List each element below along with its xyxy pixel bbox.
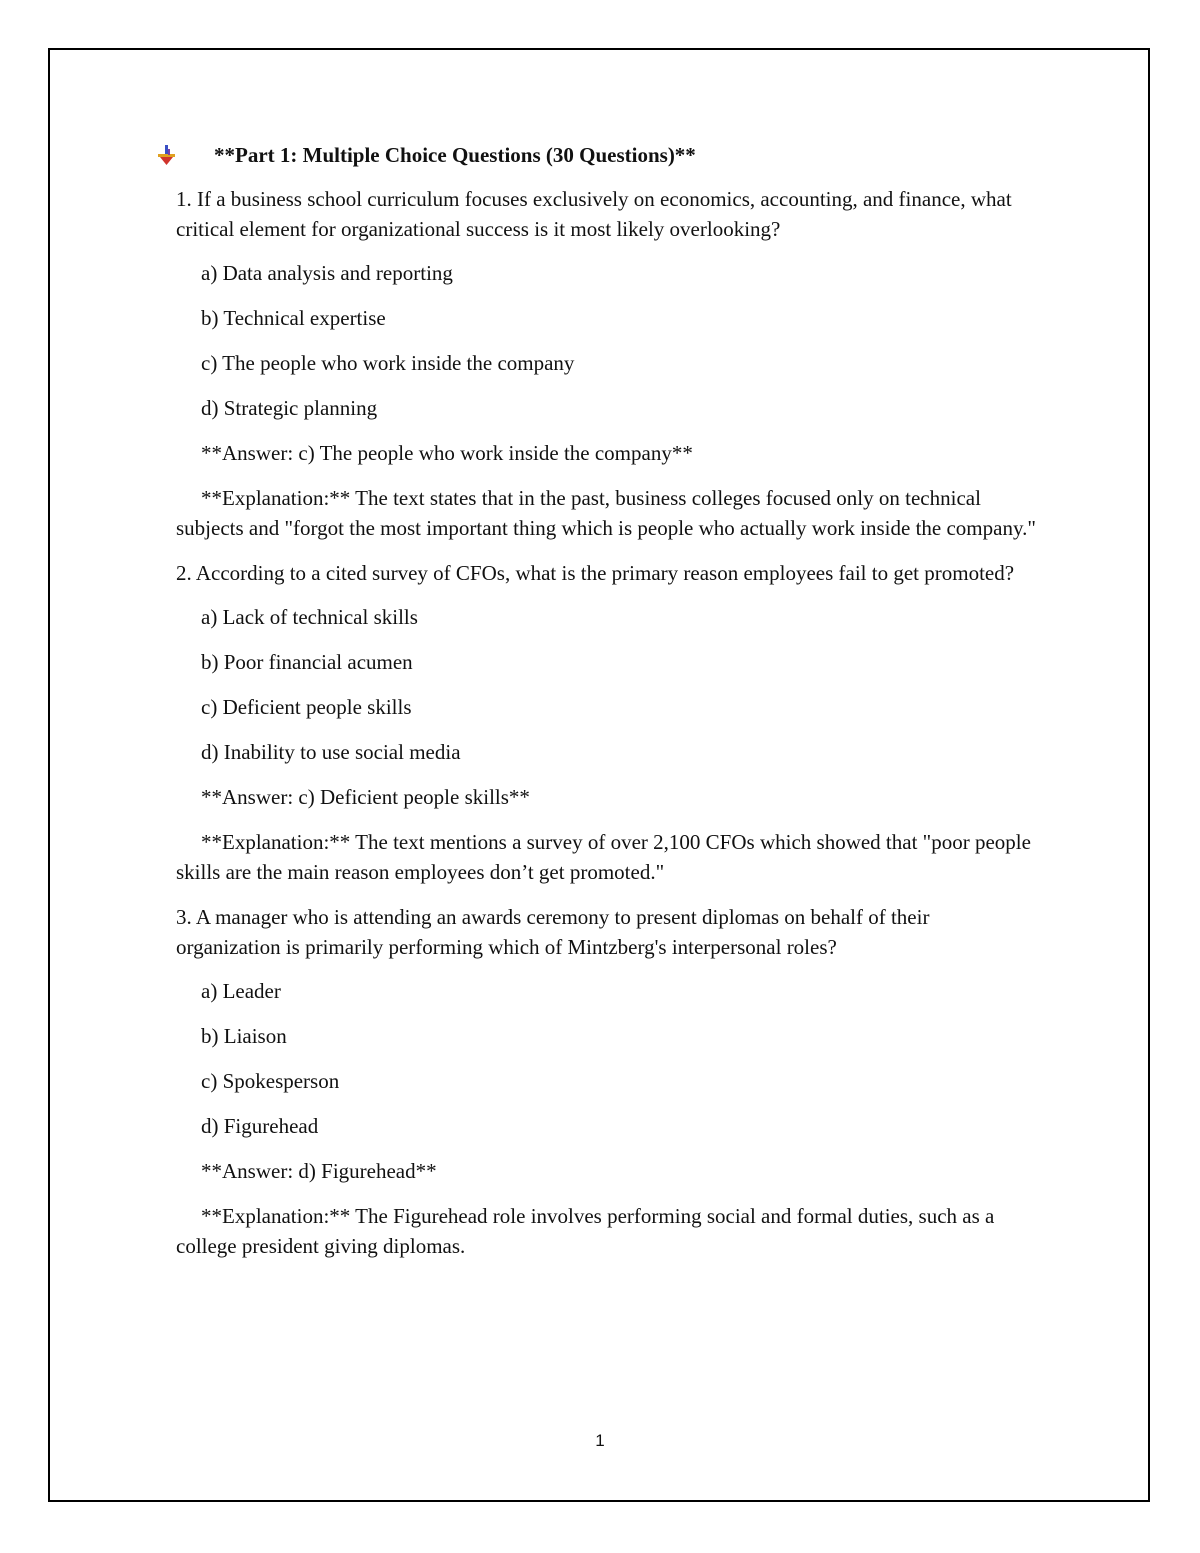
answer-option: a) Data analysis and reporting <box>201 261 453 285</box>
question-1 <box>176 184 1036 543</box>
page-number: 1 <box>595 1431 605 1450</box>
document-body <box>176 140 1036 1276</box>
answer-option: c) Deficient people skills <box>201 695 412 719</box>
question-prompt: 3. A manager who is attending an awards ceremony to present diplomas on behalf of their organization is primarily performing which of Mintzberg's interpersonal roles? <box>176 905 930 959</box>
answer-option: c) Spokesperson <box>201 1069 340 1093</box>
answer-option: d) Figurehead <box>201 1114 319 1138</box>
section-heading <box>176 140 1036 170</box>
answer-option: b) Technical expertise <box>201 306 386 330</box>
question-prompt: 1. If a business school curriculum focuses exclusively on economics, accounting, and finance, what critical element for organizational success is it most likely overlooking? <box>176 187 1012 241</box>
answer-option: c) The people who work inside the company <box>201 351 575 375</box>
answer-option: b) Poor financial acumen <box>201 650 413 674</box>
question-3 <box>176 902 1036 1261</box>
answer-option: a) Lack of technical skills <box>201 605 418 629</box>
answer-option: d) Inability to use social media <box>201 740 461 764</box>
arrow-bullet-icon <box>156 144 178 166</box>
answer-explanation: **Explanation:** The text mentions a survey of over 2,100 CFOs which showed that "poor people skills are the main reason employees don’t get promoted." <box>176 830 1031 884</box>
question-2 <box>176 558 1036 887</box>
section-heading-text: **Part 1: Multiple Choice Questions (30 Questions)** <box>214 143 696 167</box>
answer-option: a) Leader <box>201 979 281 1003</box>
question-prompt: 2. According to a cited survey of CFOs, what is the primary reason employees fail to get promoted? <box>176 561 1015 585</box>
answer-option: d) Strategic planning <box>201 396 378 420</box>
answer-option: b) Liaison <box>201 1024 287 1048</box>
correct-answer: **Answer: c) The people who work inside the company** <box>201 441 693 465</box>
answer-explanation: **Explanation:** The Figurehead role involves performing social and formal duties, such as a college president giving diplomas. <box>176 1204 995 1258</box>
answer-explanation: **Explanation:** The text states that in the past, business colleges focused only on technical subjects and "forgot the most important thing which is people who actually work inside the company." <box>176 486 1036 540</box>
correct-answer: **Answer: c) Deficient people skills** <box>201 785 530 809</box>
correct-answer: **Answer: d) Figurehead** <box>201 1159 437 1183</box>
